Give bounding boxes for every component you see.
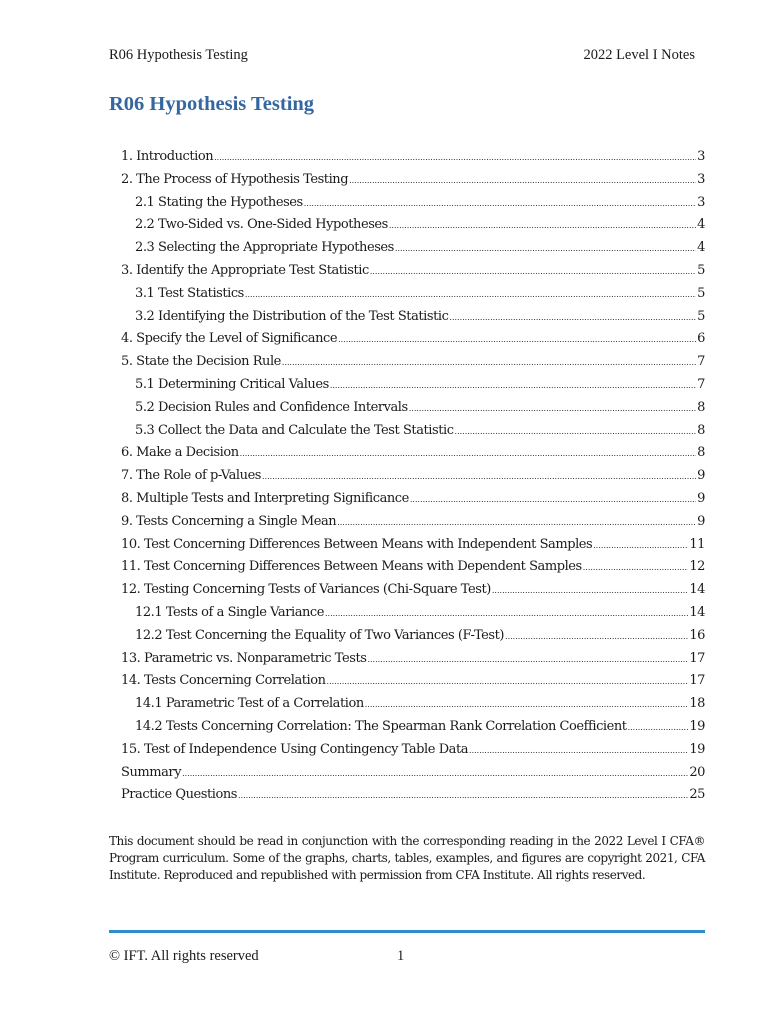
footer-page-number: 1: [397, 948, 405, 964]
page-header: [109, 47, 695, 64]
toc-entry-label: 5. State the Decision Rule: [121, 354, 281, 370]
toc-dot-leader: [365, 700, 689, 709]
toc-entry-page: 3: [697, 194, 705, 210]
toc-entry-label: 5.3 Collect the Data and Calculate the Test Statistic: [135, 422, 454, 438]
toc-entry-page: 17: [689, 673, 705, 689]
toc-dot-leader: [367, 655, 688, 664]
toc-entry[interactable]: [121, 354, 705, 377]
toc-entry[interactable]: [121, 240, 705, 263]
toc-entry-page: 9: [697, 490, 705, 506]
toc-dot-leader: [337, 518, 696, 527]
toc-entry-label: 4. Specify the Level of Significance: [121, 331, 338, 347]
toc-dot-leader: [338, 335, 696, 344]
toc-dot-leader: [395, 244, 696, 253]
toc-entry-page: 8: [697, 445, 705, 461]
toc-dot-leader: [325, 609, 688, 618]
toc-entry[interactable]: [121, 149, 705, 172]
toc-dot-leader: [410, 495, 696, 504]
toc-entry[interactable]: [121, 491, 705, 514]
toc-entry-label: 3.1 Test Statistics: [135, 285, 244, 301]
toc-entry-label: 5.2 Decision Rules and Confidence Intervals: [135, 399, 408, 415]
toc-entry-label: 2.3 Selecting the Appropriate Hypotheses: [135, 240, 394, 256]
toc-entry-label: 5.1 Determining Critical Values: [135, 376, 329, 392]
toc-entry-label: 2. The Process of Hypothesis Testing: [121, 171, 349, 187]
toc-entry[interactable]: [121, 263, 705, 286]
toc-entry[interactable]: [121, 286, 705, 309]
footer-divider: [109, 930, 705, 933]
toc-entry[interactable]: [121, 468, 705, 491]
toc-entry-label: 9. Tests Concerning a Single Mean: [121, 513, 337, 529]
toc-entry[interactable]: [121, 537, 705, 560]
toc-dot-leader: [505, 632, 688, 641]
toc-entry[interactable]: [121, 651, 705, 674]
toc-entry-page: 6: [697, 331, 705, 347]
toc-entry-label: 8. Multiple Tests and Interpreting Significance: [121, 490, 409, 506]
toc-dot-leader: [469, 746, 688, 755]
toc-entry[interactable]: [121, 377, 705, 400]
toc-dot-leader: [389, 221, 696, 230]
toc-entry-page: 14: [689, 604, 705, 620]
toc-entry[interactable]: [121, 673, 705, 696]
toc-entry-label: 11. Test Concerning Differences Between Means with Dependent Samples: [121, 559, 582, 575]
toc-entry-label: 3.2 Identifying the Distribution of the Test Statistic: [135, 308, 449, 324]
toc-dot-leader: [214, 153, 696, 162]
toc-entry-page: 9: [697, 513, 705, 529]
toc-entry-page: 9: [697, 468, 705, 484]
toc-dot-leader: [455, 427, 697, 436]
toc-entry-label: 14.2 Tests Concerning Correlation: The Spearman Rank Correlation Coefficient: [135, 718, 627, 734]
toc-entry-page: 19: [689, 741, 705, 757]
table-of-contents: [121, 149, 705, 810]
toc-entry-label: 12. Testing Concerning Tests of Variances (Chi-Square Test): [121, 582, 491, 598]
footer-copyright: © IFT. All rights reserved: [109, 948, 259, 964]
toc-dot-leader: [449, 313, 696, 322]
toc-entry[interactable]: [121, 331, 705, 354]
toc-entry-page: 25: [689, 787, 705, 803]
toc-entry-label: 10. Test Concerning Differences Between Means with Independent Samples: [121, 536, 593, 552]
toc-entry-label: 12.2 Test Concerning the Equality of Two Variances (F-Test): [135, 627, 505, 643]
toc-dot-leader: [492, 586, 688, 595]
toc-entry-page: 5: [697, 308, 705, 324]
toc-entry-page: 12: [689, 559, 705, 575]
toc-dot-leader: [304, 199, 696, 208]
toc-dot-leader: [583, 563, 689, 572]
toc-entry-page: 20: [689, 764, 705, 780]
toc-entry[interactable]: [121, 423, 705, 446]
toc-entry[interactable]: [121, 514, 705, 537]
toc-entry-page: 7: [697, 354, 705, 370]
toc-entry[interactable]: [121, 765, 705, 788]
toc-entry-label: 6. Make a Decision: [121, 445, 239, 461]
toc-dot-leader: [593, 541, 688, 550]
toc-entry[interactable]: [121, 628, 705, 651]
toc-entry-label: 1. Introduction: [121, 149, 214, 164]
toc-dot-leader: [182, 769, 688, 778]
toc-entry-page: 5: [697, 262, 705, 278]
document-title: R06 Hypothesis Testing: [109, 93, 315, 115]
toc-entry[interactable]: [121, 400, 705, 423]
toc-dot-leader: [330, 381, 696, 390]
toc-entry-page: 8: [697, 422, 705, 438]
toc-entry-page: 5: [697, 285, 705, 301]
toc-entry[interactable]: [121, 719, 705, 742]
toc-entry[interactable]: [121, 172, 705, 195]
toc-entry-page: 8: [697, 399, 705, 415]
toc-entry-page: 19: [689, 718, 705, 734]
toc-entry[interactable]: [121, 605, 705, 628]
toc-entry-label: 15. Test of Independence Using Contingency Table Data: [121, 741, 469, 757]
toc-entry-label: 2.1 Stating the Hypotheses: [135, 194, 303, 210]
toc-entry-page: 17: [689, 650, 705, 666]
toc-dot-leader: [628, 723, 689, 732]
toc-dot-leader: [409, 404, 696, 413]
toc-entry-label: 3. Identify the Appropriate Test Statistic: [121, 262, 369, 278]
toc-entry-page: 11: [689, 536, 705, 552]
toc-entry-page: 18: [689, 696, 705, 712]
toc-dot-leader: [349, 176, 696, 185]
toc-entry-label: Practice Questions: [121, 787, 238, 803]
toc-entry[interactable]: [121, 696, 705, 719]
toc-entry[interactable]: [121, 582, 705, 605]
header-left-title: R06 Hypothesis Testing: [109, 47, 248, 63]
toc-entry-page: 16: [689, 627, 705, 643]
toc-entry-page: 7: [697, 376, 705, 392]
toc-entry[interactable]: [121, 445, 705, 468]
toc-entry[interactable]: [121, 742, 705, 765]
toc-entry-label: 12.1 Tests of a Single Variance: [135, 604, 324, 620]
toc-entry-label: Summary: [121, 764, 182, 780]
toc-dot-leader: [262, 472, 696, 481]
toc-entry-page: 4: [697, 217, 705, 233]
toc-dot-leader: [240, 449, 697, 458]
toc-entry[interactable]: [121, 309, 705, 332]
header-right-notes: 2022 Level I Notes: [583, 47, 695, 63]
toc-entry-page: 3: [697, 171, 705, 187]
toc-entry[interactable]: [121, 195, 705, 218]
toc-dot-leader: [282, 358, 696, 367]
disclaimer-text: This document should be read in conjunction with the corresponding reading in the 2022 Level I CFA® Program curriculum. Some of the graphs, charts, tables, examples, and figures are copyright 2021, CFA Institute. Reproduced and republished with permission from CFA Institute. All rights reserved.: [109, 834, 705, 882]
toc-entry-label: 14. Tests Concerning Correlation: [121, 673, 326, 689]
toc-entry-label: 14.1 Parametric Test of a Correlation: [135, 696, 364, 712]
toc-entry-page: 14: [689, 582, 705, 598]
toc-entry[interactable]: [121, 217, 705, 240]
toc-entry-page: 4: [697, 240, 705, 256]
toc-entry-label: 13. Parametric vs. Nonparametric Tests: [121, 650, 367, 666]
toc-dot-leader: [238, 791, 688, 800]
toc-entry-label: 7. The Role of p-Values: [121, 468, 262, 484]
toc-entry-page: 3: [697, 149, 705, 164]
toc-entry-label: 2.2 Two-Sided vs. One-Sided Hypotheses: [135, 217, 388, 233]
toc-dot-leader: [370, 267, 696, 276]
toc-entry[interactable]: [121, 787, 705, 810]
toc-dot-leader: [245, 290, 696, 299]
toc-entry[interactable]: [121, 559, 705, 582]
toc-dot-leader: [327, 677, 689, 686]
